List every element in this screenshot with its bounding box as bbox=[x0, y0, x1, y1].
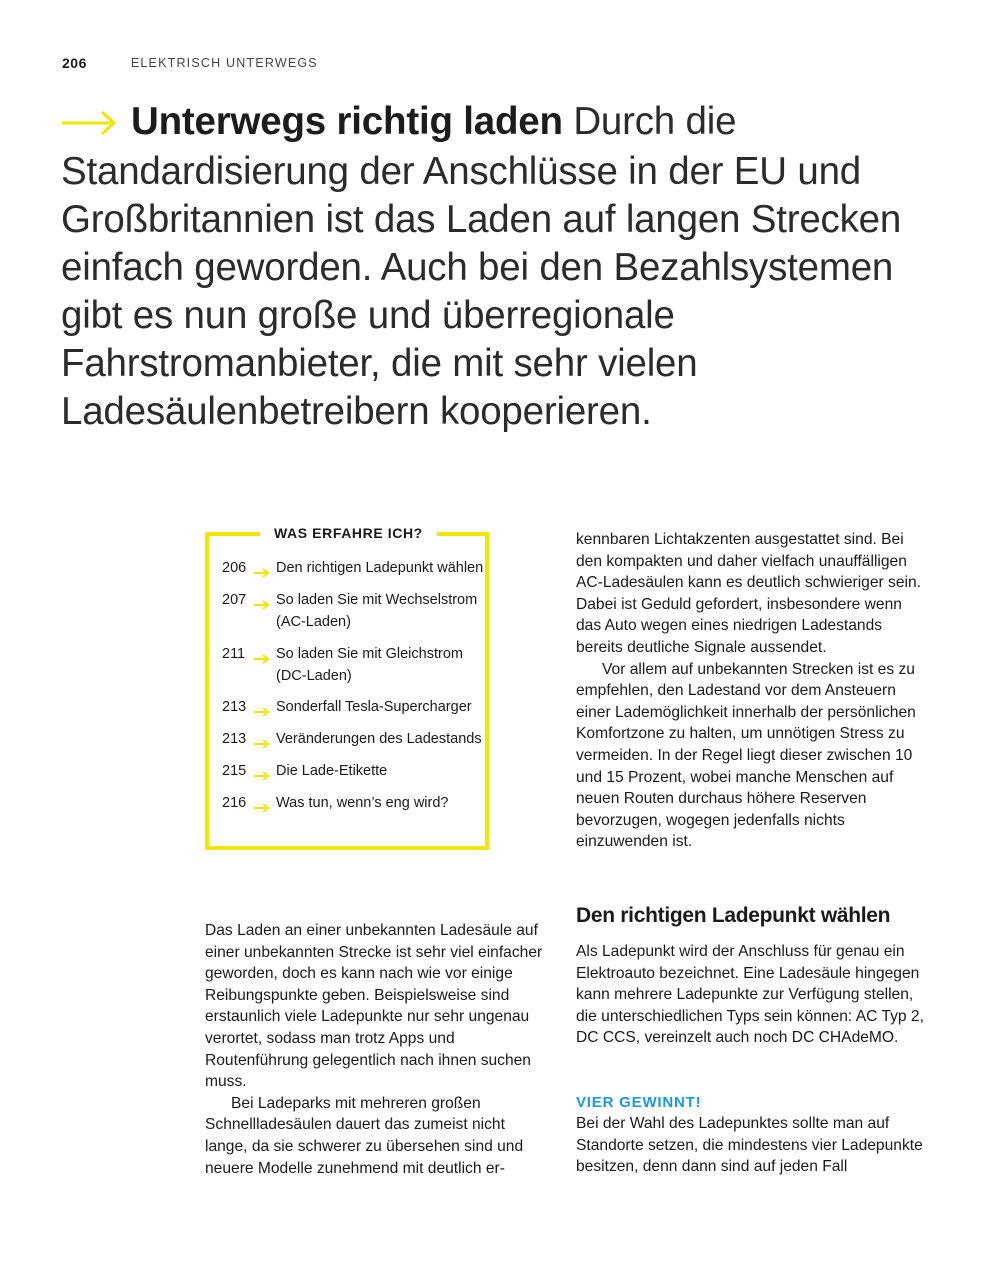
arrow-right-icon bbox=[254, 735, 270, 757]
right-column-top bbox=[576, 529, 926, 853]
toc-label: So laden Sie mit Gleichstrom (DC-Laden) bbox=[276, 646, 463, 684]
arrow-right-icon bbox=[254, 799, 270, 821]
right-column-end bbox=[576, 1113, 926, 1178]
lead-text: Durch die Standardisierung der Anschlüsse in der EU und Großbritannien ist das Laden auf langen Strecken einfach geworden. Auch bei den Bezahlsystemen gibt es nun große und überregionale Fahrstromanbieter, die mit sehr vielen Ladesäulenbetreibern kooperieren. bbox=[61, 100, 902, 433]
body-paragraph: Bei Ladeparks mit mehreren großen Schnellladesäulen dauert das zumeist nicht lange, da sie schwerer zu übersehen sind und neuere Modelle zunehmend mit deutlich er- bbox=[205, 1094, 524, 1177]
left-column bbox=[205, 920, 550, 1179]
lead-paragraph bbox=[61, 98, 941, 436]
right-column-bottom bbox=[576, 941, 926, 1049]
toc-page-number: 215 bbox=[222, 763, 247, 779]
toc-page-number: 207 bbox=[222, 592, 247, 608]
toc-label: Was tun, wenn’s eng wird? bbox=[276, 795, 449, 811]
toc-page-number: 206 bbox=[222, 560, 247, 576]
toc-label: Die Lade-Etikette bbox=[276, 763, 388, 779]
arrow-right-icon bbox=[254, 596, 270, 618]
arrow-right-icon bbox=[254, 703, 270, 725]
page-number: 206 bbox=[62, 55, 87, 71]
toc-label: Sonderfall Tesla-Supercharger bbox=[276, 699, 472, 715]
arrow-right-icon bbox=[254, 564, 270, 586]
toc-title: WAS ERFAHRE ICH? bbox=[260, 524, 437, 542]
toc-page-number: 216 bbox=[222, 795, 247, 811]
body-paragraph: Vor allem auf unbekannten Strecken ist es zu empfehlen, den Ladestand vor dem Ansteuern einer Lademöglichkeit innerhalb der persönlichen Komfortzone zu halten, um unnötigen Stress zu vermeiden. In der Regel liegt dieser zwischen 10 und 15 Prozent, wobei manche Menschen auf neuen Routen durchaus höhere Reserven bevorzugen, wogegen jedenfalls nichts einzuwenden ist. bbox=[576, 660, 916, 851]
body-paragraph: kennbaren Lichtakzenten ausgestattet sind. Bei den kompakten und daher vielfach unauffälligen AC-Ladesäulen kann es deutlich schwieriger sein. Dabei ist Geduld gefordert, insbesondere wenn das Auto wegen eines niedrigen Ladestands bereits deutliche Signale aussendet. bbox=[576, 531, 921, 656]
toc-label: Veränderungen des Ladestands bbox=[276, 731, 482, 747]
arrow-right-icon bbox=[61, 100, 117, 148]
body-paragraph: Das Laden an einer unbekannten Ladesäule auf einer unbekannten Strecke ist sehr viel einfacher geworden, doch es kann nach wie vor einige Reibungspunkte geben. Beispielsweise sind erstaunlich viele Ladepunkte nur sehr ungenau verortet, sodass man trotz Apps und Routenführung gelegentlich nach ihnen suchen muss. bbox=[205, 922, 543, 1091]
toc-label: Den richtigen Ladepunkt wählen bbox=[276, 560, 484, 576]
arrow-right-icon bbox=[254, 650, 270, 672]
section-subheading: Den richtigen Ladepunkt wählen bbox=[576, 904, 891, 927]
running-head bbox=[62, 54, 318, 72]
arrow-right-icon bbox=[254, 767, 270, 789]
lead-heading: Unterwegs richtig laden bbox=[131, 100, 563, 143]
toc-page-number: 211 bbox=[222, 646, 246, 662]
body-paragraph: Als Ladepunkt wird der Anschluss für genau ein Elektroauto bezeichnet. Eine Ladesäule hingegen kann mehrere Ladepunkte zur Verfügung stellen, die unterschiedlichen Typs sein können: AC Typ 2, DC CCS, vereinzelt auch noch DC CHAdeMO. bbox=[576, 943, 924, 1047]
kicker-heading: VIER GEWINNT! bbox=[576, 1094, 702, 1111]
toc-label: So laden Sie mit Wechselstrom (AC-Laden) bbox=[276, 592, 478, 630]
body-paragraph: Bei der Wahl des Ladepunktes sollte man auf Standorte setzen, die mindestens vier Ladepunkte besitzen, denn dann sind auf jeden Fall bbox=[576, 1115, 923, 1176]
toc-page-number: 213 bbox=[222, 731, 247, 747]
toc-page-number: 213 bbox=[222, 699, 247, 715]
section-title: ELEKTRISCH UNTERWEGS bbox=[130, 56, 318, 70]
